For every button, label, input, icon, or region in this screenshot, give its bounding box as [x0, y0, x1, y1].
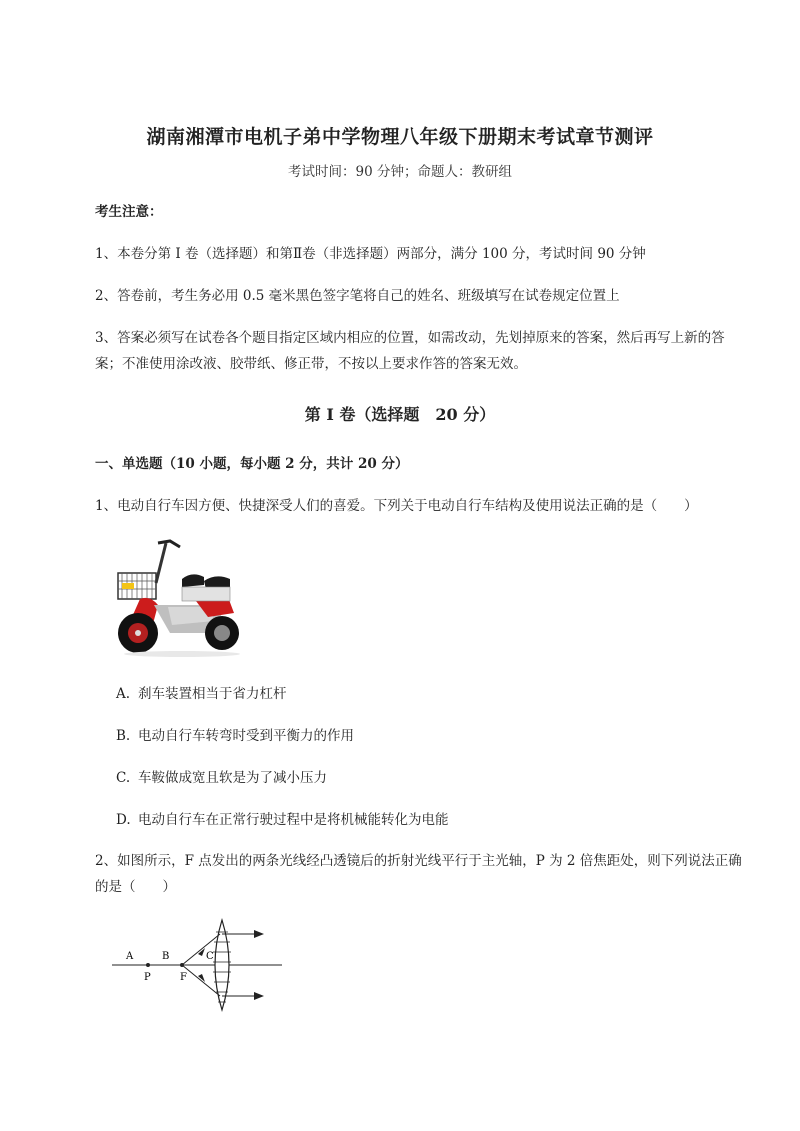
question-1-stem: 1、电动自行车因方便、快捷深受人们的喜爱。下列关于电动自行车结构及使用说法正确的是（ ） [95, 498, 698, 514]
page-title: 湖南湘潭市电机子弟中学物理八年级下册期末考试章节测评 [146, 126, 654, 148]
exam-info: 考试时间：90 分钟；命题人：教研组 [288, 164, 512, 180]
option-b-text: 电动自行车转弯时受到平衡力的作用 [138, 728, 354, 744]
part-heading: 一、单选题（10 小题，每小题 2 分，共计 20 分） [95, 456, 409, 472]
notice-item-3: 3、答案必须写在试卷各个题目指定区域内相应的位置，如需改动，先划掉原来的答案，然后再写上新的答案；不准使用涂改液、胶带纸、修正带，不按以上要求作答的答案无效。 [95, 330, 725, 372]
option-b-letter: B. [116, 728, 131, 744]
label-c: C [206, 951, 214, 962]
label-a: A [126, 951, 134, 962]
option-a[interactable] [116, 682, 287, 702]
option-c-text: 车鞍做成宽且软是为了减小压力 [138, 770, 327, 786]
option-d[interactable] [116, 808, 449, 828]
option-c[interactable] [116, 766, 327, 786]
notice-item-1: 1、本卷分第 I 卷（选择题）和第Ⅱ卷（非选择题）两部分，满分 100 分，考试时间 90 分钟 [95, 246, 646, 262]
option-d-text: 电动自行车在正常行驶过程中是将机械能转化为电能 [138, 812, 449, 828]
option-b[interactable] [116, 724, 354, 744]
section-title: 第 I 卷（选择题 20 分） [304, 405, 496, 424]
option-a-text: 刹车装置相当于省力杠杆 [138, 686, 287, 702]
question-2-stem: 2、如图所示，F 点发出的两条光线经凸透镜后的折射光线平行于主光轴，P 为 2 倍焦距处，则下列说法正确的是（ ） [95, 853, 742, 895]
notice-item-2: 2、答卷前，考生务必用 0.5 毫米黑色签字笔将自己的姓名、班级填写在试卷规定位置上 [95, 288, 620, 304]
label-f: F [180, 972, 187, 983]
electric-bike-image [110, 535, 250, 660]
option-a-letter: A. [116, 686, 131, 702]
convex-lens-diagram [110, 912, 290, 1024]
option-d-letter: D. [116, 812, 131, 828]
option-c-letter: C. [116, 770, 131, 786]
label-b: B [162, 951, 170, 962]
label-p: P [144, 972, 151, 983]
notice-heading: 考生注意： [95, 204, 163, 220]
